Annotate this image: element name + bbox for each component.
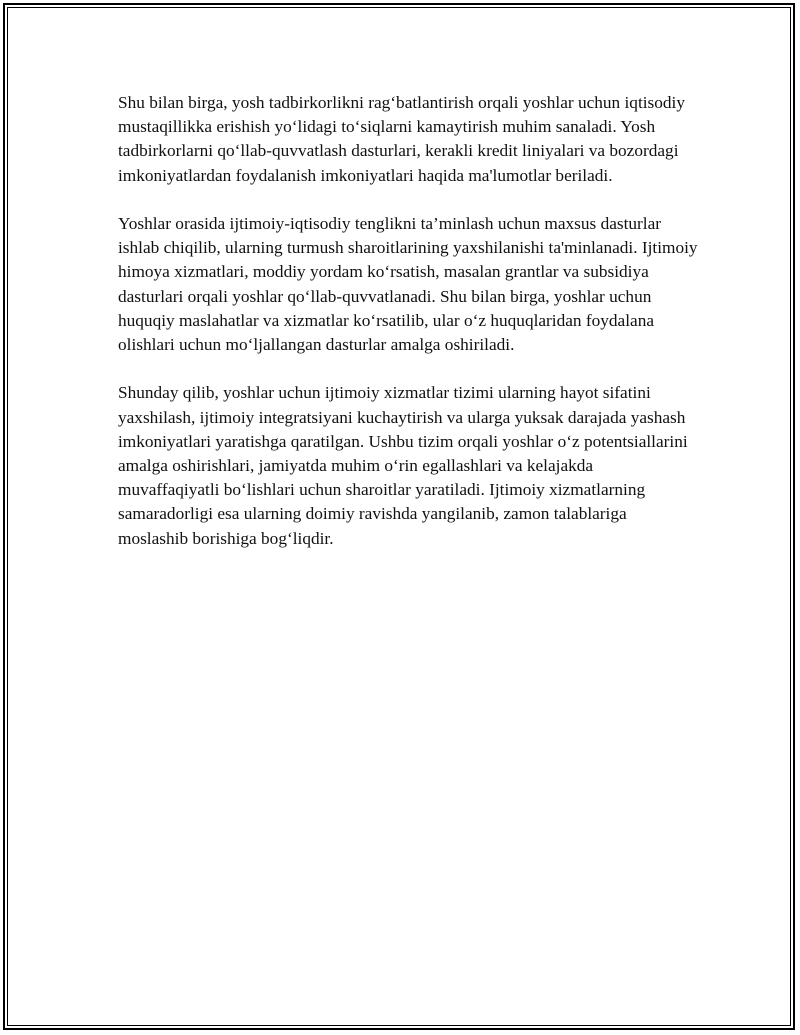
paragraph-2: Yoshlar orasida ijtimoiy-iqtisodiy tenglikni ta’minlash uchun maxsus dasturlar ishlab chiqilib, ularning turmush sharoitlarining yaxshilanishi ta'minlanadi. Ijtimoiy himoya xizmatlari, moddiy yordam ko‘rsatish, masalan grantlar va subsidiya dasturlari orqali yoshlar qo‘llab-quvvatlanadi. Shu bilan birga, yoshlar uchun huquqiy maslahatlar va xizmatlar ko‘rsatilib, ular o‘z huquqlaridan foydalana olishlari uchun mo‘ljallangan dasturlar amalga oshiriladi.: [118, 214, 698, 355]
document-body: [118, 91, 698, 575]
paragraph-3: Shunday qilib, yoshlar uchun ijtimoiy xizmatlar tizimi ularning hayot sifatini yaxshilash, ijtimoiy integratsiyani kuchaytirish va ularga yuksak darajada yashash imkoniyatlari yaratishga qaratilgan. Ushbu tizim orqali yoshlar o‘z potentsiallarini amalga oshirishlari, jamiyatda muhim o‘rin egallashlari va kelajakda muvaffaqiyatli bo‘lishlari uchun sharoitlar yaratiladi. Ijtimoiy xizmatlarning samaradorligi esa ularning doimiy ravishda yangilanib, zamon talablariga moslashib borishiga bog‘liqdir.: [118, 383, 688, 548]
paragraph-1: Shu bilan birga, yosh tadbirkorlikni rag‘batlantirish orqali yoshlar uchun iqtisodiy mustaqillikka erishish yo‘lidagi to‘siqlarni kamaytirish muhim sanaladi. Yosh tadbirkorlarni qo‘llab-quvvatlash dasturlari, kerakli kredit liniyalari va bozordagi imkoniyatlardan foydalanish imkoniyatlari haqida ma'lumotlar beriladi.: [118, 93, 685, 185]
